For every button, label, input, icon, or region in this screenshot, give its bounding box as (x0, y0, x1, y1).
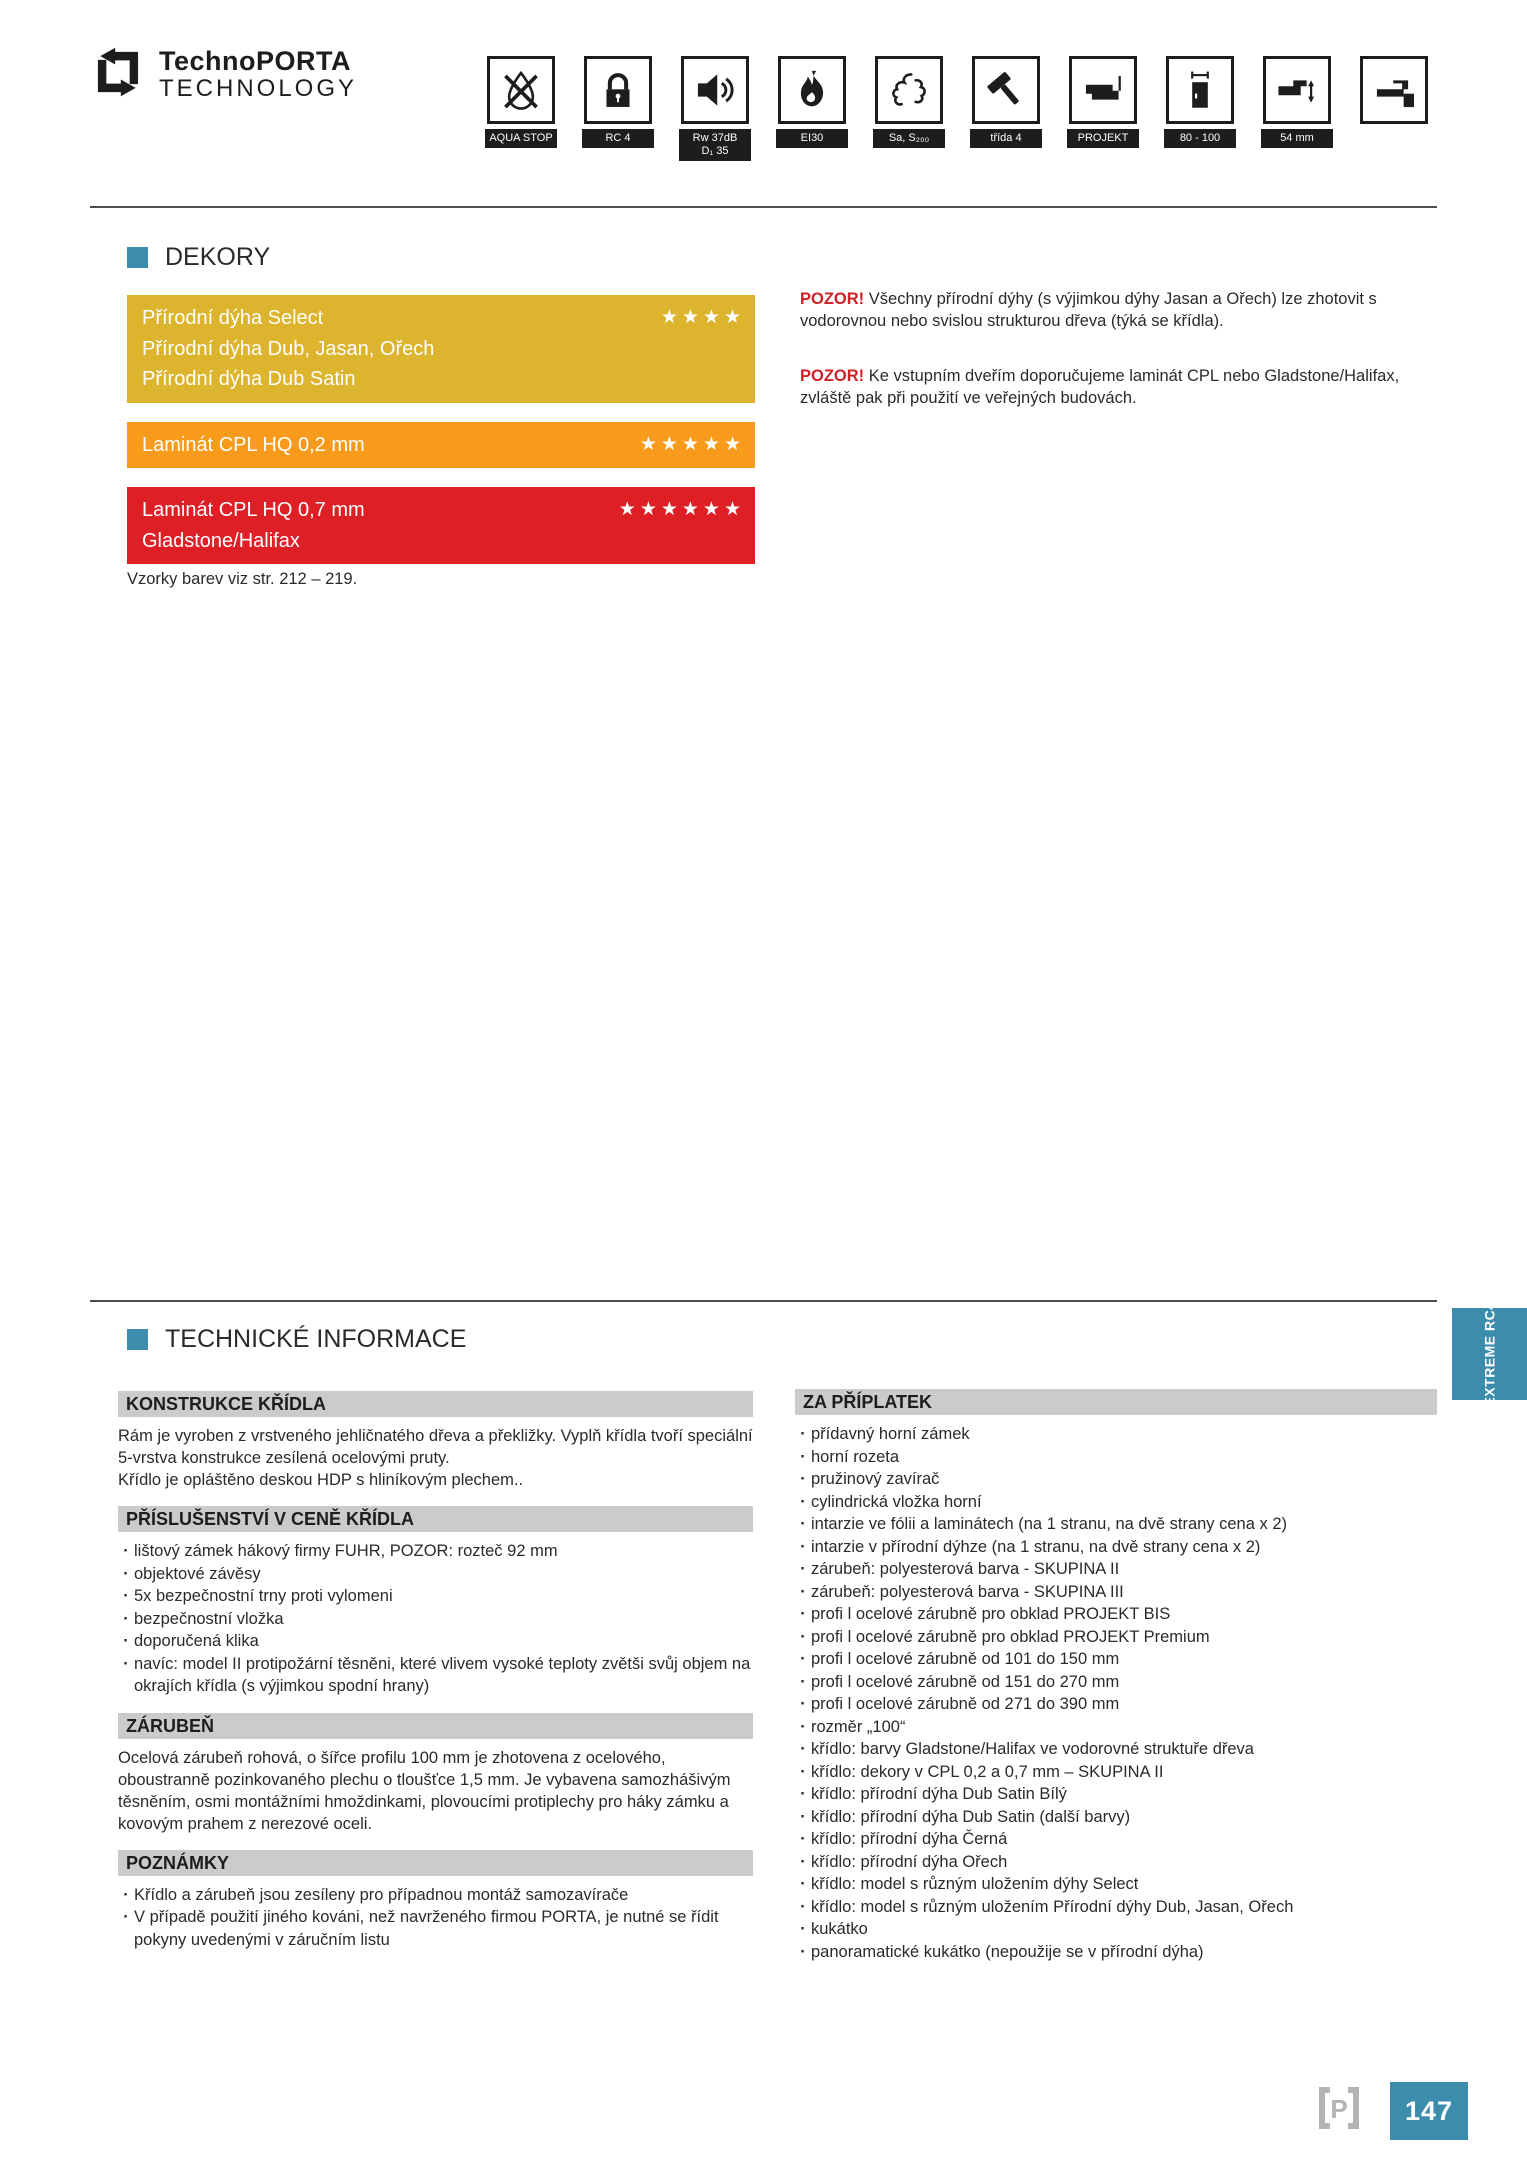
list-item (795, 1423, 1437, 1446)
list-item (795, 1513, 1437, 1536)
hammer-icon (972, 56, 1040, 124)
bullet-list (118, 1884, 753, 1952)
list-item-text: profi l ocelové zárubně od 271 do 390 mm (811, 1695, 1120, 1713)
bullet-icon: · (800, 1740, 806, 1758)
list-item (795, 1828, 1437, 1851)
section-title-text: TECHNICKÉ INFORMACE (165, 1325, 467, 1353)
bullet-icon: · (800, 1852, 806, 1871)
bullet-icon: · (800, 1560, 806, 1578)
list-item-text: křídlo: barvy Gladstone/Halifax ve vodorovné struktuře dřeva (811, 1740, 1254, 1758)
list-item (795, 1671, 1437, 1694)
star-rating: ★★★★★★ (618, 499, 745, 520)
section-paragraph: Rám je vyroben z vrstveného jehličnatého dřeva a překližky. Vyplň křídla tvoří speciální 5-vrstva konstrukce zesílená ocelovými pruty. (118, 1427, 753, 1467)
section-paragraph: Ocelová zárubeň rohová, o šířce profilu 100 mm je zhotovena z ocelového, oboustranně pozinkovaného plechu o tloušťce 1,5 mm. Je vybavena samozhášivým těsněním, osmi montážními hmoždinkami, plovoucími protiplechy pro háky zámku a kovovým prahem z nerezové oceli. (118, 1748, 731, 1833)
list-item-text: křídlo: přírodní dýha Dub Satin (další barvy) (811, 1807, 1131, 1826)
series-side-tab (1452, 1301, 1527, 1407)
dekor-line: Přírodní dýha Select (142, 307, 324, 329)
speaker-icon (681, 56, 749, 124)
list-item-text: Křídlo a zárubeň jsou zesíleny pro případnou montáž samozavírače (134, 1885, 629, 1904)
bullet-icon: · (800, 1807, 806, 1826)
list-item-text: profi l ocelové zárubně pro obklad PROJEKT Premium (811, 1627, 1210, 1646)
porta-p-letter: P (1330, 2094, 1348, 2124)
section-marker-square (127, 1329, 148, 1350)
list-item (118, 1585, 753, 1608)
bullet-icon: · (800, 1447, 806, 1466)
list-item-text: kukátko (811, 1920, 868, 1938)
list-item-text: přídavný horní zámek (811, 1425, 970, 1443)
dekor-line: Laminát CPL HQ 0,7 mm (142, 499, 365, 521)
list-item-text: cylindrická vložka horní (811, 1492, 982, 1511)
icon-cell (1263, 56, 1331, 161)
certification-icon-strip (487, 56, 1428, 161)
bullet-list (118, 1540, 753, 1698)
door-width-icon (1166, 56, 1234, 124)
dekory-section-title (127, 243, 270, 272)
bullet-icon: · (800, 1785, 806, 1803)
page-number-badge (1390, 2082, 1468, 2140)
list-item (118, 1630, 753, 1653)
bullet-icon: · (123, 1654, 129, 1673)
color-samples-footnote: Vzorky barev viz str. 212 – 219. (127, 570, 358, 588)
bullet-icon: · (800, 1897, 806, 1916)
icon-cell (1360, 56, 1428, 161)
bullet-icon: · (800, 1920, 806, 1938)
list-item (795, 1873, 1437, 1896)
list-item (795, 1693, 1437, 1716)
list-item-text: křídlo: přírodní dýha Černá (811, 1830, 1008, 1848)
list-item (795, 1468, 1437, 1491)
bullet-icon: · (123, 1632, 129, 1650)
list-item-text: profi l ocelové zárubně od 151 do 270 mm (811, 1672, 1120, 1691)
list-item-text: 5x bezpečnostní trny proti vylomeni (134, 1587, 393, 1605)
note: POZOR! Ke vstupním dveřím doporučujeme laminát CPL nebo Gladstone/Halifax, zvláště pak při použití ve veřejných budovách. (800, 367, 1400, 407)
tech-info-left-column (118, 1391, 753, 1951)
list-item-text: bezpečnostní vložka (134, 1609, 284, 1628)
list-item (795, 1446, 1437, 1469)
list-item (795, 1738, 1437, 1761)
brand-logo (90, 44, 357, 105)
list-item-text: panoramatické kukátko (nepoužije se v přírodní dýha) (811, 1942, 1204, 1961)
list-item-text: profi l ocelové zárubně pro obklad PROJEKT BIS (811, 1605, 1171, 1623)
icon-label: třída 4 (970, 129, 1042, 148)
list-item-text: objektové závěsy (134, 1564, 261, 1583)
section-heading: ZA PŘÍPLATEK (795, 1389, 1437, 1415)
list-item (118, 1884, 753, 1907)
note-prefix: POZOR! (800, 290, 865, 308)
bullet-icon: · (123, 1542, 129, 1560)
list-item-text: křídlo: dekory v CPL 0,2 a 0,7 mm – SKUPINA II (811, 1762, 1164, 1781)
frame-profile-icon (1069, 56, 1137, 124)
bullet-icon: · (800, 1605, 806, 1623)
list-item-text: profi l ocelové zárubně od 101 do 150 mm (811, 1650, 1120, 1668)
list-item (118, 1608, 753, 1631)
list-item-text: intarzie v přírodní dýhze (na 1 stranu, na dvě strany cena x 2) (811, 1537, 1261, 1556)
dekor-line: Laminát CPL HQ 0,2 mm (142, 433, 365, 456)
bullet-icon: · (123, 1609, 129, 1628)
porta-p-logo (1316, 2085, 1362, 2136)
icon-cell (681, 56, 749, 161)
section-heading: POZNÁMKY (118, 1850, 753, 1876)
icon-label: Rw 37dB D₁ 35 (679, 129, 751, 161)
list-item-text: zárubeň: polyesterová barva - SKUPINA II (811, 1560, 1120, 1578)
icon-cell (778, 56, 846, 161)
dekor-bar (127, 295, 755, 403)
list-item-text: rozměr „100“ (811, 1717, 906, 1736)
icon-cell (1166, 56, 1234, 161)
star-rating: ★★★★★ (639, 433, 745, 455)
list-item (795, 1626, 1437, 1649)
lock-icon (584, 56, 652, 124)
icon-label: 54 mm (1261, 129, 1333, 148)
list-item-text: horní rozeta (811, 1447, 900, 1466)
list-item (795, 1918, 1437, 1941)
list-item-text: V případě použití jiného kováni, než navrženého firmou PORTA, je nutné se řídit pokyny uvedenými v záručním listu (134, 1908, 719, 1949)
section-paragraph: Křídlo je opláštěno deskou HDP s hliníkovým plechem.. (118, 1471, 524, 1489)
divider (90, 1300, 1437, 1302)
bullet-icon: · (800, 1492, 806, 1511)
list-item-text: křídlo: přírodní dýha Dub Satin Bílý (811, 1785, 1067, 1803)
icon-cell (972, 56, 1040, 161)
list-item (795, 1761, 1437, 1784)
smoke-icon (875, 56, 943, 124)
section-heading: KONSTRUKCE KŘÍDLA (118, 1391, 753, 1417)
dekor-line: Přírodní dýha Dub, Jasan, Ořech (142, 337, 435, 360)
tech-section-title (127, 1325, 466, 1354)
frame-corner-icon (1360, 56, 1428, 124)
bullet-icon: · (800, 1830, 806, 1848)
note: POZOR! Všechny přírodní dýhy (s výjimkou dýhy Jasan a Ořech) lze zhotovit s vodorovnou nebo svislou strukturou dřeva (týká se křídla). (800, 290, 1377, 330)
icon-label: AQUA STOP (485, 129, 557, 148)
section-title-text: DEKORY (165, 243, 271, 271)
bullet-icon: · (800, 1627, 806, 1646)
bullet-icon: · (800, 1425, 806, 1443)
list-item-text: křídlo: přírodní dýha Ořech (811, 1852, 1008, 1871)
icon-label: PROJEKT (1067, 129, 1139, 148)
icon-label: RC 4 (582, 129, 654, 148)
list-item-text: křídlo: model s různým uložením Přírodní dýhy Dub, Jasan, Ořech (811, 1897, 1294, 1916)
bullet-icon: · (800, 1582, 806, 1601)
list-item-text: pružinový zavírač (811, 1470, 940, 1488)
icon-label: 80 - 100 (1164, 129, 1236, 148)
bullet-list (795, 1423, 1437, 1963)
brand-subtitle: TECHNOLOGY (159, 75, 358, 103)
icon-cell (584, 56, 652, 161)
bullet-icon: · (800, 1942, 806, 1961)
list-item (795, 1558, 1437, 1581)
list-item (795, 1716, 1437, 1739)
list-item (118, 1563, 753, 1586)
tech-info-right-column (795, 1389, 1437, 1963)
recycle-arrows-icon (90, 44, 146, 105)
warning-notes (800, 288, 1437, 442)
bullet-icon: · (800, 1515, 806, 1533)
list-item (795, 1603, 1437, 1626)
panel-thickness-icon (1263, 56, 1331, 124)
flame-icon (778, 56, 846, 124)
list-item (795, 1648, 1437, 1671)
list-item-text: doporučená klika (134, 1632, 259, 1650)
list-item (795, 1851, 1437, 1874)
bullet-icon: · (800, 1875, 806, 1893)
brand-name: TechnoPORTA (159, 45, 351, 76)
list-item-text: zárubeň: polyesterová barva - SKUPINA III (811, 1582, 1124, 1601)
series-side-tab-label: EXTREME RC4 (1481, 1301, 1498, 1407)
bullet-icon: · (123, 1564, 129, 1583)
section-marker-square (127, 247, 148, 268)
bullet-icon: · (800, 1650, 806, 1668)
star-rating: ★★★★ (660, 307, 745, 328)
icon-cell (875, 56, 943, 161)
list-item (795, 1536, 1437, 1559)
bullet-icon: · (800, 1537, 806, 1556)
icon-label: Sa, S₂₀₀ (873, 129, 945, 148)
page-number: 147 (1404, 2095, 1454, 2126)
dekor-line: Přírodní dýha Dub Satin (142, 368, 356, 390)
bullet-icon: · (800, 1672, 806, 1691)
list-item (795, 1491, 1437, 1514)
icon-cell (1069, 56, 1137, 161)
divider (90, 206, 1437, 208)
aqua-stop-icon (487, 56, 555, 124)
bullet-icon: · (800, 1470, 806, 1488)
list-item (118, 1653, 753, 1698)
list-item (795, 1783, 1437, 1806)
bullet-icon: · (800, 1695, 806, 1713)
list-item-text: intarzie ve fólii a laminátech (na 1 stranu, na dvě strany cena x 2) (811, 1515, 1287, 1533)
list-item (795, 1806, 1437, 1829)
dekory-rating-bars (127, 295, 755, 583)
bullet-icon: · (123, 1908, 129, 1926)
bullet-icon: · (800, 1717, 806, 1736)
note-prefix: POZOR! (800, 367, 865, 385)
list-item (118, 1906, 753, 1951)
list-item-text: lištový zámek hákový firmy FUHR, POZOR: rozteč 92 mm (134, 1542, 558, 1560)
list-item-text: křídlo: model s různým uložením dýhy Select (811, 1875, 1139, 1893)
list-item-text: navíc: model II protipožární těsněni, které vlivem vysoké teploty zvětši svůj objem na okrajích křídla (s výjimkou spodní hrany) (134, 1654, 751, 1695)
bullet-icon: · (123, 1587, 129, 1605)
section-heading: ZÁRUBEŇ (118, 1713, 753, 1739)
list-item (795, 1941, 1437, 1964)
dekor-line: Gladstone/Halifax (142, 529, 300, 552)
dekor-bar (127, 422, 755, 469)
list-item (795, 1896, 1437, 1919)
icon-cell (487, 56, 555, 161)
section-heading: PŘÍSLUŠENSTVÍ V CENĚ KŘÍDLA (118, 1506, 753, 1532)
list-item (118, 1540, 753, 1563)
dekor-bar (127, 487, 755, 564)
bullet-icon: · (800, 1762, 806, 1781)
bullet-icon: · (123, 1885, 129, 1904)
list-item (795, 1581, 1437, 1604)
icon-label: EI30 (776, 129, 848, 148)
